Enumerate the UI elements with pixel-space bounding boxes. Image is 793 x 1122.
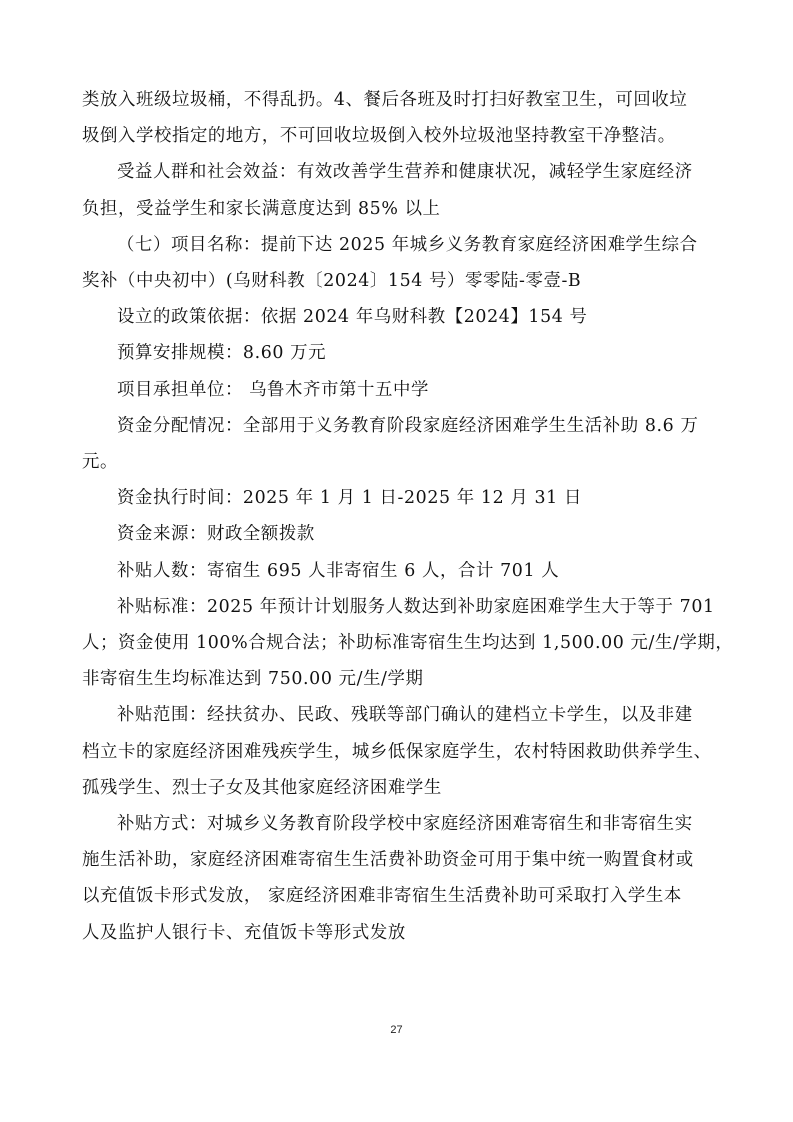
text-line: 补贴人数：寄宿生 695 人非寄宿生 6 人，合计 701 人	[117, 560, 560, 581]
text-line: 资金执行时间：2025 年 1 月 1 日-2025 年 12 月 31 日	[117, 488, 582, 509]
paragraph-subsidy-standard	[82, 589, 734, 698]
paragraph-waste-sorting	[82, 82, 712, 154]
text-line: 圾倒入学校指定的地方，不可回收垃圾倒入校外垃圾池坚持教室干净整洁。	[82, 126, 676, 147]
text-line: 档立卡的家庭经济困难残疾学生，城乡低保家庭学生，农村特困救助供养学生、	[82, 741, 712, 762]
paragraph-project-name	[82, 227, 712, 299]
text-line: （七）项目名称：提前下达 2025 年城乡义务教育家庭经济困难学生综合	[117, 234, 698, 255]
paragraph-subsidy-count	[82, 553, 712, 589]
paragraph-policy-basis	[82, 299, 712, 335]
text-line: 类放入班级垃圾桶，不得乱扔。4、餐后各班及时打扫好教室卫生，可回收垃	[82, 90, 688, 110]
text-line: 孤残学生、烈士子女及其他家庭经济困难学生	[82, 777, 442, 798]
text-line: 设立的政策依据：依据 2024 年乌财科教【2024】154 号	[117, 307, 588, 328]
text-line: 元。	[82, 452, 118, 473]
paragraph-undertaking-unit	[82, 372, 712, 408]
paragraph-subsidy-method	[82, 806, 712, 951]
text-line: 人及监护人银行卡、充值饭卡等形式发放	[82, 922, 406, 943]
paragraph-fund-source	[82, 516, 712, 552]
paragraph-execution-time	[82, 480, 712, 516]
paragraph-budget-scale	[82, 335, 712, 371]
text-line: 资金来源：财政全额拨款	[117, 524, 315, 545]
text-line: 补贴标准：2025 年预计计划服务人数达到补助家庭困难学生大于等于 701	[117, 596, 715, 617]
text-line: 受益人群和社会效益：有效改善学生营养和健康状况，减轻学生家庭经济	[117, 162, 693, 183]
text-line: 补贴范围：经扶贫办、民政、残联等部门确认的建档立卡学生，以及非建	[117, 705, 693, 726]
text-line: 非寄宿生生均标准达到 750.00 元/生/学期	[82, 669, 424, 690]
document-body	[82, 82, 734, 951]
page-number: 27	[390, 1024, 403, 1036]
text-line: 预算安排规模：8.60 万元	[117, 343, 327, 364]
paragraph-fund-allocation	[82, 408, 712, 480]
text-line: 补贴方式：对城乡义务教育阶段学校中家庭经济困难寄宿生和非寄宿生实	[117, 814, 693, 835]
text-line: 奖补（中央初中）(乌财科教〔2024〕154 号）零零陆-零壹-B	[82, 271, 582, 292]
text-line: 人；资金使用 100%合规合法；补助标准寄宿生生均达到 1,500.00 元/生/学期，	[82, 633, 734, 654]
text-line: 以充值饭卡形式发放， 家庭经济困难非寄宿生生活费补助可采取打入学生本	[82, 886, 682, 907]
text-line: 项目承担单位： 乌鲁木齐市第十五中学	[117, 379, 429, 400]
paragraph-beneficiaries	[82, 154, 712, 226]
paragraph-subsidy-scope	[82, 697, 712, 806]
text-line: 资金分配情况：全部用于义务教育阶段家庭经济困难学生生活补助 8.6 万	[117, 415, 699, 436]
text-line: 负担，受益学生和家长满意度达到 85% 以上	[82, 198, 441, 219]
text-line: 施生活补助，家庭经济困难寄宿生生活费补助资金可用于集中统一购置食材或	[82, 850, 694, 871]
